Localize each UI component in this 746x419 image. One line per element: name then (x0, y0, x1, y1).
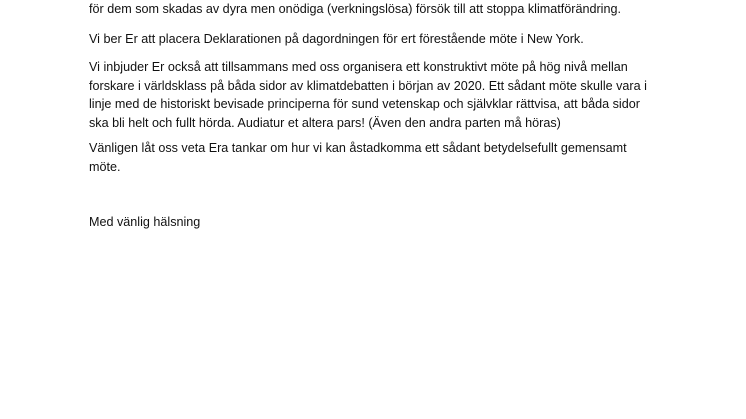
paragraph-line: Vi ber Er att placera Deklarationen på dagordningen för ert förestående möte i New York. (89, 32, 584, 46)
paragraph-line: Vänligen låt oss veta Era tankar om hur vi kan åstadkomma ett sådant betydelsefullt gemensamt (89, 141, 627, 155)
paragraph-request-thoughts (89, 139, 669, 176)
paragraph-agenda-request (89, 30, 669, 49)
paragraph-meeting-invitation (89, 58, 669, 132)
paragraph-line: ska bli helt och fullt hörda. Audiatur et altera pars! (Även den andra parten må höras) (89, 115, 561, 130)
closing-salutation: Med vänlig hälsning (89, 215, 201, 229)
paragraph-line: Vi inbjuder Er också att tillsammans med oss organisera ett konstruktivt möte på hög nivå mellan (89, 60, 628, 74)
paragraph-line: möte. (89, 159, 121, 174)
paragraph-cost-of-climate-attempts (89, 0, 669, 19)
paragraph-line: forskare i världsklass på båda sidor av klimatdebatten i början av 2020. Ett sådant möte skulle vara i (89, 78, 647, 93)
paragraph-line: för dem som skadas av dyra men onödiga (verkningslösa) försök till att stoppa klimatförändring. (89, 2, 621, 16)
paragraph-line: linje med de historiskt bevisade principerna för sund vetenskap och självklar rättvisa, att båda sidor (89, 97, 640, 112)
